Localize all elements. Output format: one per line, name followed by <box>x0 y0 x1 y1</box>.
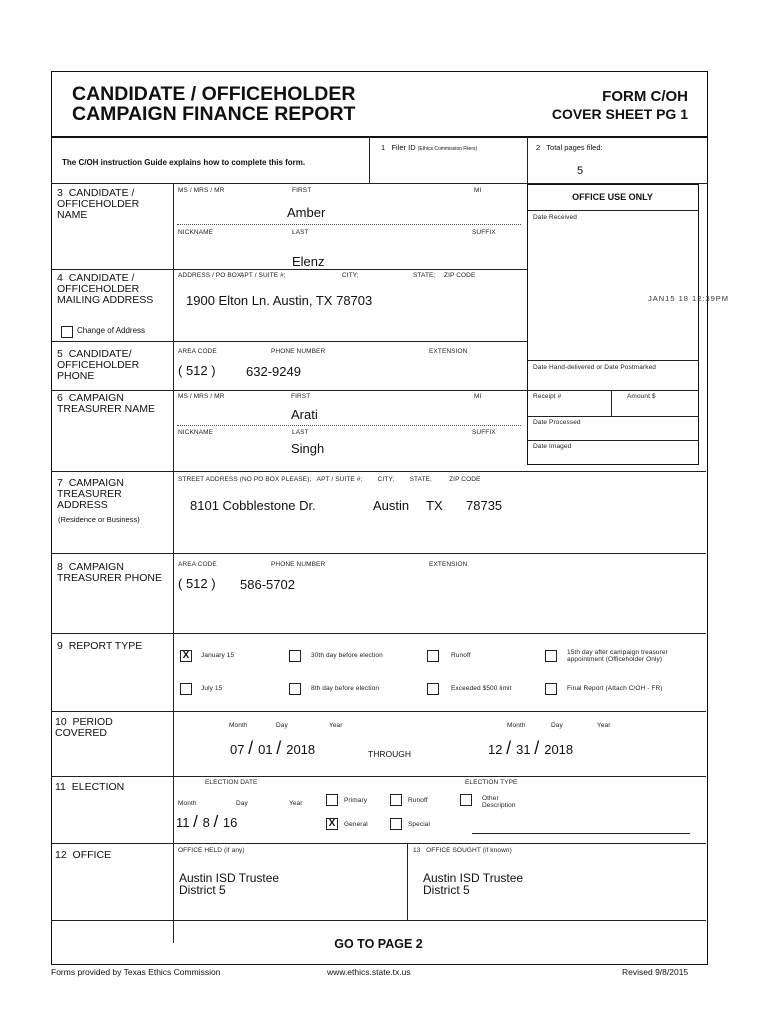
s4-city-label: CITY; <box>342 272 359 279</box>
treasurer-zip: 78735 <box>466 498 503 513</box>
go-to-page-2: GO TO PAGE 2 <box>334 937 423 951</box>
office-held <box>179 872 279 896</box>
form-title-line1: CANDIDATE / OFFICEHOLDER <box>72 83 356 105</box>
s10-day-label: Day <box>276 722 288 729</box>
s8-area-label: AREA CODE <box>178 561 217 568</box>
total-pages-value: 5 <box>577 165 584 177</box>
s8-phone-label: PHONE NUMBER <box>271 561 326 568</box>
jan15-checkbox[interactable]: X <box>180 650 192 662</box>
section-9-label: 9 REPORT TYPE <box>57 640 143 652</box>
s10-to-day-label: Day <box>551 722 563 729</box>
filer-id-label: 1 Filer ID (Ethics Commission Filers) <box>381 143 478 152</box>
treasurer-first-name: Arati <box>291 407 318 422</box>
day30-label: 30th day before election <box>311 652 383 659</box>
section-8-label: 8 CAMPAIGN TREASURER PHONE <box>57 561 163 584</box>
s6-nickname-label: NICKNAME <box>178 429 214 436</box>
jan15-label: January 15 <box>201 652 235 659</box>
form-id: FORM C/OH <box>602 88 688 105</box>
election-year: 16 <box>222 815 238 830</box>
from-month: 07 <box>230 742 245 757</box>
change-of-address-label: Change of Address <box>77 326 146 335</box>
s7-residence-sub: (Residence or Business) <box>58 515 140 524</box>
section-6-label: 6 CAMPAIGN TREASURER NAME <box>57 392 156 415</box>
office-held-label: OFFICE HELD (if any) <box>178 847 245 854</box>
amount-label: Amount $ <box>627 393 656 400</box>
candidate-phone: 632-9249 <box>246 364 301 379</box>
treasurer-phone: 586-5702 <box>240 577 295 592</box>
page-label: COVER SHEET PG 1 <box>551 106 688 122</box>
s4-zip-label: ZIP CODE <box>444 272 476 279</box>
other-description-line <box>472 833 690 834</box>
section-3-label: 3 CANDIDATE / OFFICEHOLDER NAME <box>57 187 140 221</box>
election-date-label: ELECTION DATE <box>205 779 258 786</box>
s6-first-label: FIRST <box>291 393 311 400</box>
final-report-checkbox[interactable] <box>545 683 557 695</box>
s5-phone-label: PHONE NUMBER <box>271 348 326 355</box>
day15-checkbox[interactable] <box>545 650 557 662</box>
exceeded-checkbox[interactable] <box>427 683 439 695</box>
section-11-label: 11 ELECTION <box>55 781 125 793</box>
received-stamp: JAN15 18 12:39PM <box>648 294 730 303</box>
from-day: 01 <box>258 742 273 757</box>
other-label: Other Description <box>482 795 516 809</box>
election-month: 11 <box>176 815 190 830</box>
s6-mi-label: MI <box>474 393 482 400</box>
s8-ext-label: EXTENSION <box>429 561 468 568</box>
footer-url: www.ethics.state.tx.us <box>327 967 411 977</box>
s6-suffix-label: SUFFIX <box>472 429 496 436</box>
office-sought-line2: District 5 <box>423 883 470 897</box>
s3-ms-label: MS / MRS / MR <box>178 187 225 194</box>
receipt-label: Receipt # <box>533 393 562 400</box>
treasurer-street: 8101 Cobblestone Dr. <box>190 498 316 513</box>
s7-fields-label: STREET ADDRESS (NO PO BOX PLEASE); APT / SUITE #; CITY; STATE; ZIP CODE <box>178 476 481 483</box>
s5-area-label: AREA CODE <box>178 348 217 355</box>
s3-suffix-label: SUFFIX <box>472 229 496 236</box>
s4-apt-label: APT / SUITE #; <box>240 272 286 279</box>
section-12-label: 12 OFFICE <box>55 849 112 861</box>
footer-provided: Forms provided by Texas Ethics Commission <box>51 967 221 977</box>
runoff-election-checkbox[interactable] <box>390 794 402 806</box>
jul15-checkbox[interactable] <box>180 683 192 695</box>
special-checkbox[interactable] <box>390 818 402 830</box>
section-4-label: 4 CANDIDATE / OFFICEHOLDER MAILING ADDRESS <box>57 272 154 306</box>
candidate-area-code: ( 512 ) <box>178 363 216 378</box>
office-held-line1: Austin ISD Trustee <box>179 871 280 885</box>
day30-checkbox[interactable] <box>289 650 301 662</box>
s10-to-year-label: Year <box>597 722 611 729</box>
primary-label: Primary <box>344 797 368 804</box>
general-label: General <box>344 821 368 828</box>
s10-year-label: Year <box>329 722 343 729</box>
to-year: 2018 <box>544 742 574 757</box>
date-imaged-label: Date Imaged <box>533 443 572 450</box>
candidate-last-name: Elenz <box>292 254 325 269</box>
s6-last-label: LAST <box>292 429 309 436</box>
election-day: 8 <box>202 815 210 830</box>
section-5-label: 5 CANDIDATE/ OFFICEHOLDER PHONE <box>57 348 140 382</box>
section-10-label: 10 PERIOD COVERED <box>55 716 113 739</box>
s4-addr-label: ADDRESS / PO BOX; <box>178 272 244 279</box>
exceeded-label: Exceeded $500 limit <box>451 685 512 692</box>
runoff-election-label: Runoff <box>408 797 428 804</box>
treasurer-area-code: ( 512 ) <box>178 576 216 591</box>
treasurer-last-name: Singh <box>291 441 325 456</box>
day8-label: 8th day before election <box>311 685 380 692</box>
s10-month-label: Month <box>229 722 248 729</box>
footer-revised: Revised 9/8/2015 <box>622 967 689 977</box>
s3-mi-label: MI <box>474 187 482 194</box>
day8-checkbox[interactable] <box>289 683 301 695</box>
total-pages-label: 2 Total pages filed: <box>536 143 603 152</box>
section-7-label: 7 CAMPAIGN TREASURER ADDRESS <box>57 477 124 511</box>
s11-day-label: Day <box>236 800 248 807</box>
general-checkbox[interactable]: X <box>326 818 338 830</box>
office-held-line2: District 5 <box>179 883 226 897</box>
through-label: THROUGH <box>368 749 411 759</box>
instructions-text: The C/OH instruction Guide explains how to complete this form. <box>62 158 306 167</box>
day15-label: 15th day after campaign treasurer appointment (Officeholder Only) <box>567 649 668 663</box>
s5-ext-label: EXTENSION <box>429 348 468 355</box>
office-sought-line1: Austin ISD Trustee <box>423 871 524 885</box>
s3-last-label: LAST <box>292 229 309 236</box>
treasurer-city: Austin <box>373 498 410 513</box>
s3-first-label: FIRST <box>292 187 312 194</box>
special-label: Special <box>408 821 431 828</box>
election-date: 11 / 8 / 16 <box>176 812 238 831</box>
to-month: 12 <box>488 742 503 757</box>
primary-checkbox[interactable] <box>326 794 338 806</box>
other-checkbox[interactable] <box>460 794 472 806</box>
final-report-label: Final Report (Attach C/OH - FR) <box>567 685 663 692</box>
candidate-address: 1900 Elton Ln. Austin, TX 78703 <box>186 293 373 308</box>
s11-year-label: Year <box>289 800 303 807</box>
form-title-line2: CAMPAIGN FINANCE REPORT <box>72 103 356 125</box>
from-year: 2018 <box>286 742 316 757</box>
s3-nickname-label: NICKNAME <box>178 229 214 236</box>
hand-delivered-label: Date Hand-delivered or Date Postmarked <box>533 364 657 371</box>
s11-month-label: Month <box>178 800 197 807</box>
election-type-label: ELECTION TYPE <box>465 779 518 786</box>
s10-to-month-label: Month <box>507 722 526 729</box>
s6-ms-label: MS / MRS / MR <box>178 393 225 400</box>
runoff-report-checkbox[interactable] <box>427 650 439 662</box>
form-title <box>72 84 355 124</box>
candidate-first-name: Amber <box>287 205 326 220</box>
from-date: 07 / 01 / 2018 <box>230 738 316 758</box>
to-date: 12 / 31 / 2018 <box>488 738 574 758</box>
jul15-label: July 15 <box>201 685 223 692</box>
office-sought <box>423 872 523 896</box>
date-processed-label: Date Processed <box>533 419 581 426</box>
office-use-title: OFFICE USE ONLY <box>572 192 653 202</box>
treasurer-state: TX <box>426 498 443 513</box>
date-received-label: Date Received <box>533 214 577 221</box>
runoff-report-label: Runoff <box>451 652 471 659</box>
to-day: 31 <box>516 742 531 757</box>
s4-state-label: STATE; <box>413 272 436 279</box>
office-sought-label: 13 OFFICE SOUGHT (if known) <box>413 847 512 854</box>
change-of-address-checkbox[interactable] <box>61 326 73 338</box>
